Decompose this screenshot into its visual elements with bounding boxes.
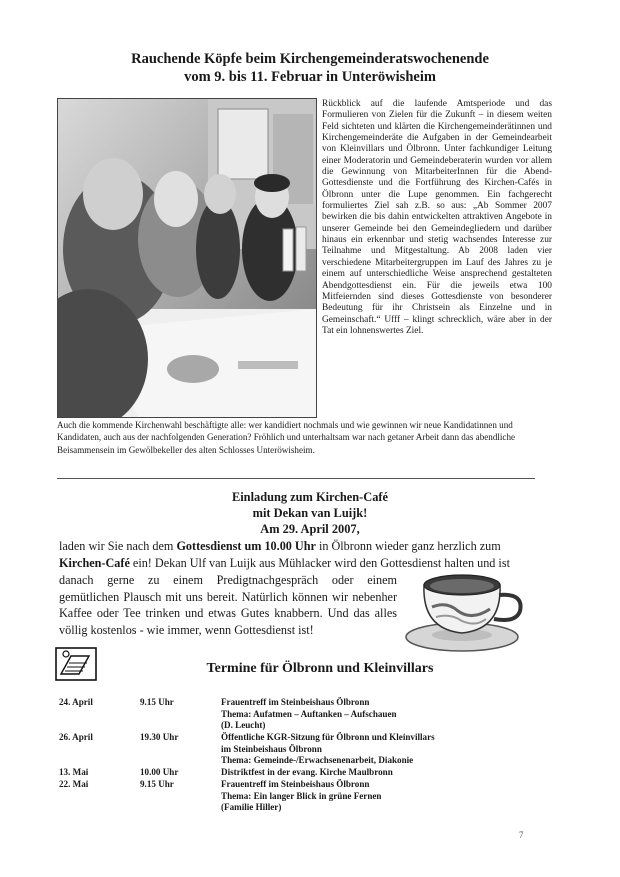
termin-line: Frauentreff im Steinbeishaus Ölbronn bbox=[221, 779, 370, 789]
termin-date: 26. April bbox=[59, 732, 93, 742]
article-title-line-1: Rauchende Köpfe beim Kirchengemeinderatswochenende bbox=[131, 51, 489, 67]
invitation-line-1-start: laden wir Sie nach dem bbox=[59, 539, 177, 553]
termin-line: Distriktfest in der evang. Kirche Maulbronn bbox=[221, 767, 393, 777]
termin-time: 19.30 Uhr bbox=[140, 732, 179, 742]
termin-description bbox=[221, 732, 531, 767]
page-number: 7 bbox=[519, 830, 524, 840]
termin-time: 10.00 Uhr bbox=[140, 767, 179, 777]
service-time: Gottesdienst um 10.00 Uhr bbox=[176, 539, 316, 553]
meeting-photo bbox=[57, 98, 317, 418]
invitation-heading-line-2: mit Dekan van Luijk! bbox=[252, 506, 368, 520]
termin-date: 13. Mai bbox=[59, 767, 89, 777]
termin-time: 9.15 Uhr bbox=[140, 779, 174, 789]
article-body: Rückblick auf die laufende Amtsperiode und das Formulieren von Zielen für die Zukunft – in diesem weiten Feld sichteten und klärten die Kirchengemeinderätinnen und Kirchengemeinderäte die Aufgaben in der Gemeindearbeit von Kleinvillars und Ölbronn. Unter fachkundiger Leitung einer Moderatorin und Gemeindeberaterin wurden vor allem die Gewinnung von MitarbeiterInnen für die Abend-Gottesdienste und die Fortführung des Kirchen-Cafés in Ölbronn unter die Lupe genommen. Ein fachgerecht formuliertes Ziel sah z.B. so aus: „Ab Sommer 2007 bewirken die bis dahin entwickelten attraktiven Angebote in unserer Gemeinde bei den Gemeindegliedern und darüber hinaus ein erkennbar und stetig wachsendes Interesse zur Teilnahme und Mitgestaltung. Ab 2008 laden vier verschiedene Mitarbeitergruppen im Lauf des Jahres zu je einem auf unterschiedliche Weise ansprechend gestalteten Abendgottesdienst ein. Für die jeweils etwa 100 Mitfeiernden sind dieses Gottesdienste von besonderer Bedeutung für ihr Christsein als Einzelne und in Gemeinschaft.“ Ufff – klingt schrecklich, wäre aber in der Tat ein lohnenswertes Ziel. bbox=[322, 99, 552, 336]
calendar-icon bbox=[55, 647, 97, 681]
section-divider bbox=[57, 478, 535, 479]
termin-date: 22. Mai bbox=[59, 779, 89, 789]
termin-line: Frauentreff im Steinbeishaus Ölbronn bbox=[221, 697, 370, 707]
invitation-line-6: völlig kostenlos - wie immer, wenn Gottesdienst ist! bbox=[59, 622, 314, 637]
termin-line: (D. Leucht) bbox=[221, 720, 266, 731]
termin-date: 24. April bbox=[59, 697, 93, 707]
termin-line: Thema: Ein langer Blick in grüne Fernen bbox=[221, 790, 382, 801]
termin-description bbox=[221, 779, 531, 814]
termin-line: (Familie Hiller) bbox=[221, 802, 282, 813]
invitation-line-3: danach gerne zu einem Predigtnachgespräch oder einem bbox=[59, 573, 397, 587]
invitation-heading-line-1: Einladung zum Kirchen-Café bbox=[231, 490, 389, 504]
termin-line: Thema: Aufatmen – Auftanken – Aufschauen bbox=[221, 708, 397, 719]
invitation-line-2-rest: ein! Dekan Ulf van Luijk aus Mühlacker wird den Gottesdienst halten und ist bbox=[129, 556, 510, 570]
invitation-heading-line-3: Am 29. April 2007, bbox=[260, 522, 360, 536]
invitation-wrap-text bbox=[59, 572, 397, 638]
termin-description bbox=[221, 697, 531, 732]
invitation-line-1-end: in Ölbronn wieder ganz herzlich zum bbox=[315, 539, 501, 553]
termin-line: im Steinbeishaus Ölbronn bbox=[221, 743, 322, 754]
invitation-line-4: gemütlichen Plausch mit uns bereit. Natürlich können wir nebenher bbox=[59, 589, 397, 604]
termin-line: Thema: Gemeinde-/Erwachsenenarbeit, Diakonie bbox=[221, 755, 414, 766]
photo-caption: Auch die kommende Kirchenwahl beschäftigte alle: wer kandidiert nochmals und wie gewinnen wir neue Kandidatinnen und Kandidaten, auch aus der nachfolgenden Generation? Fröhlich und unterhaltsam war nach getaner Arbeit dann das abendliche Beisammensein im Gewölbekeller des alten Schlosses Unteröwisheim. bbox=[57, 420, 516, 455]
termine-title: Termine für Ölbronn und Kleinvillars bbox=[206, 661, 434, 676]
invitation-line-1 bbox=[59, 538, 531, 554]
article-title-line-2: vom 9. bis 11. Februar in Unteröwisheim bbox=[184, 69, 436, 85]
kirchen-cafe-label: Kirchen-Café bbox=[59, 556, 130, 570]
termin-time: 9.15 Uhr bbox=[140, 697, 174, 707]
coffee-cup-illustration bbox=[402, 555, 530, 655]
invitation-heading bbox=[130, 489, 490, 537]
termin-description bbox=[221, 767, 531, 779]
article-title bbox=[60, 50, 560, 86]
termin-line: Öffentliche KGR-Sitzung für Ölbronn und Kleinvillars bbox=[221, 732, 435, 742]
invitation-line-5: Kaffee oder Tee trinken und etwas Gutes knabbern. Und das alles bbox=[59, 606, 397, 621]
